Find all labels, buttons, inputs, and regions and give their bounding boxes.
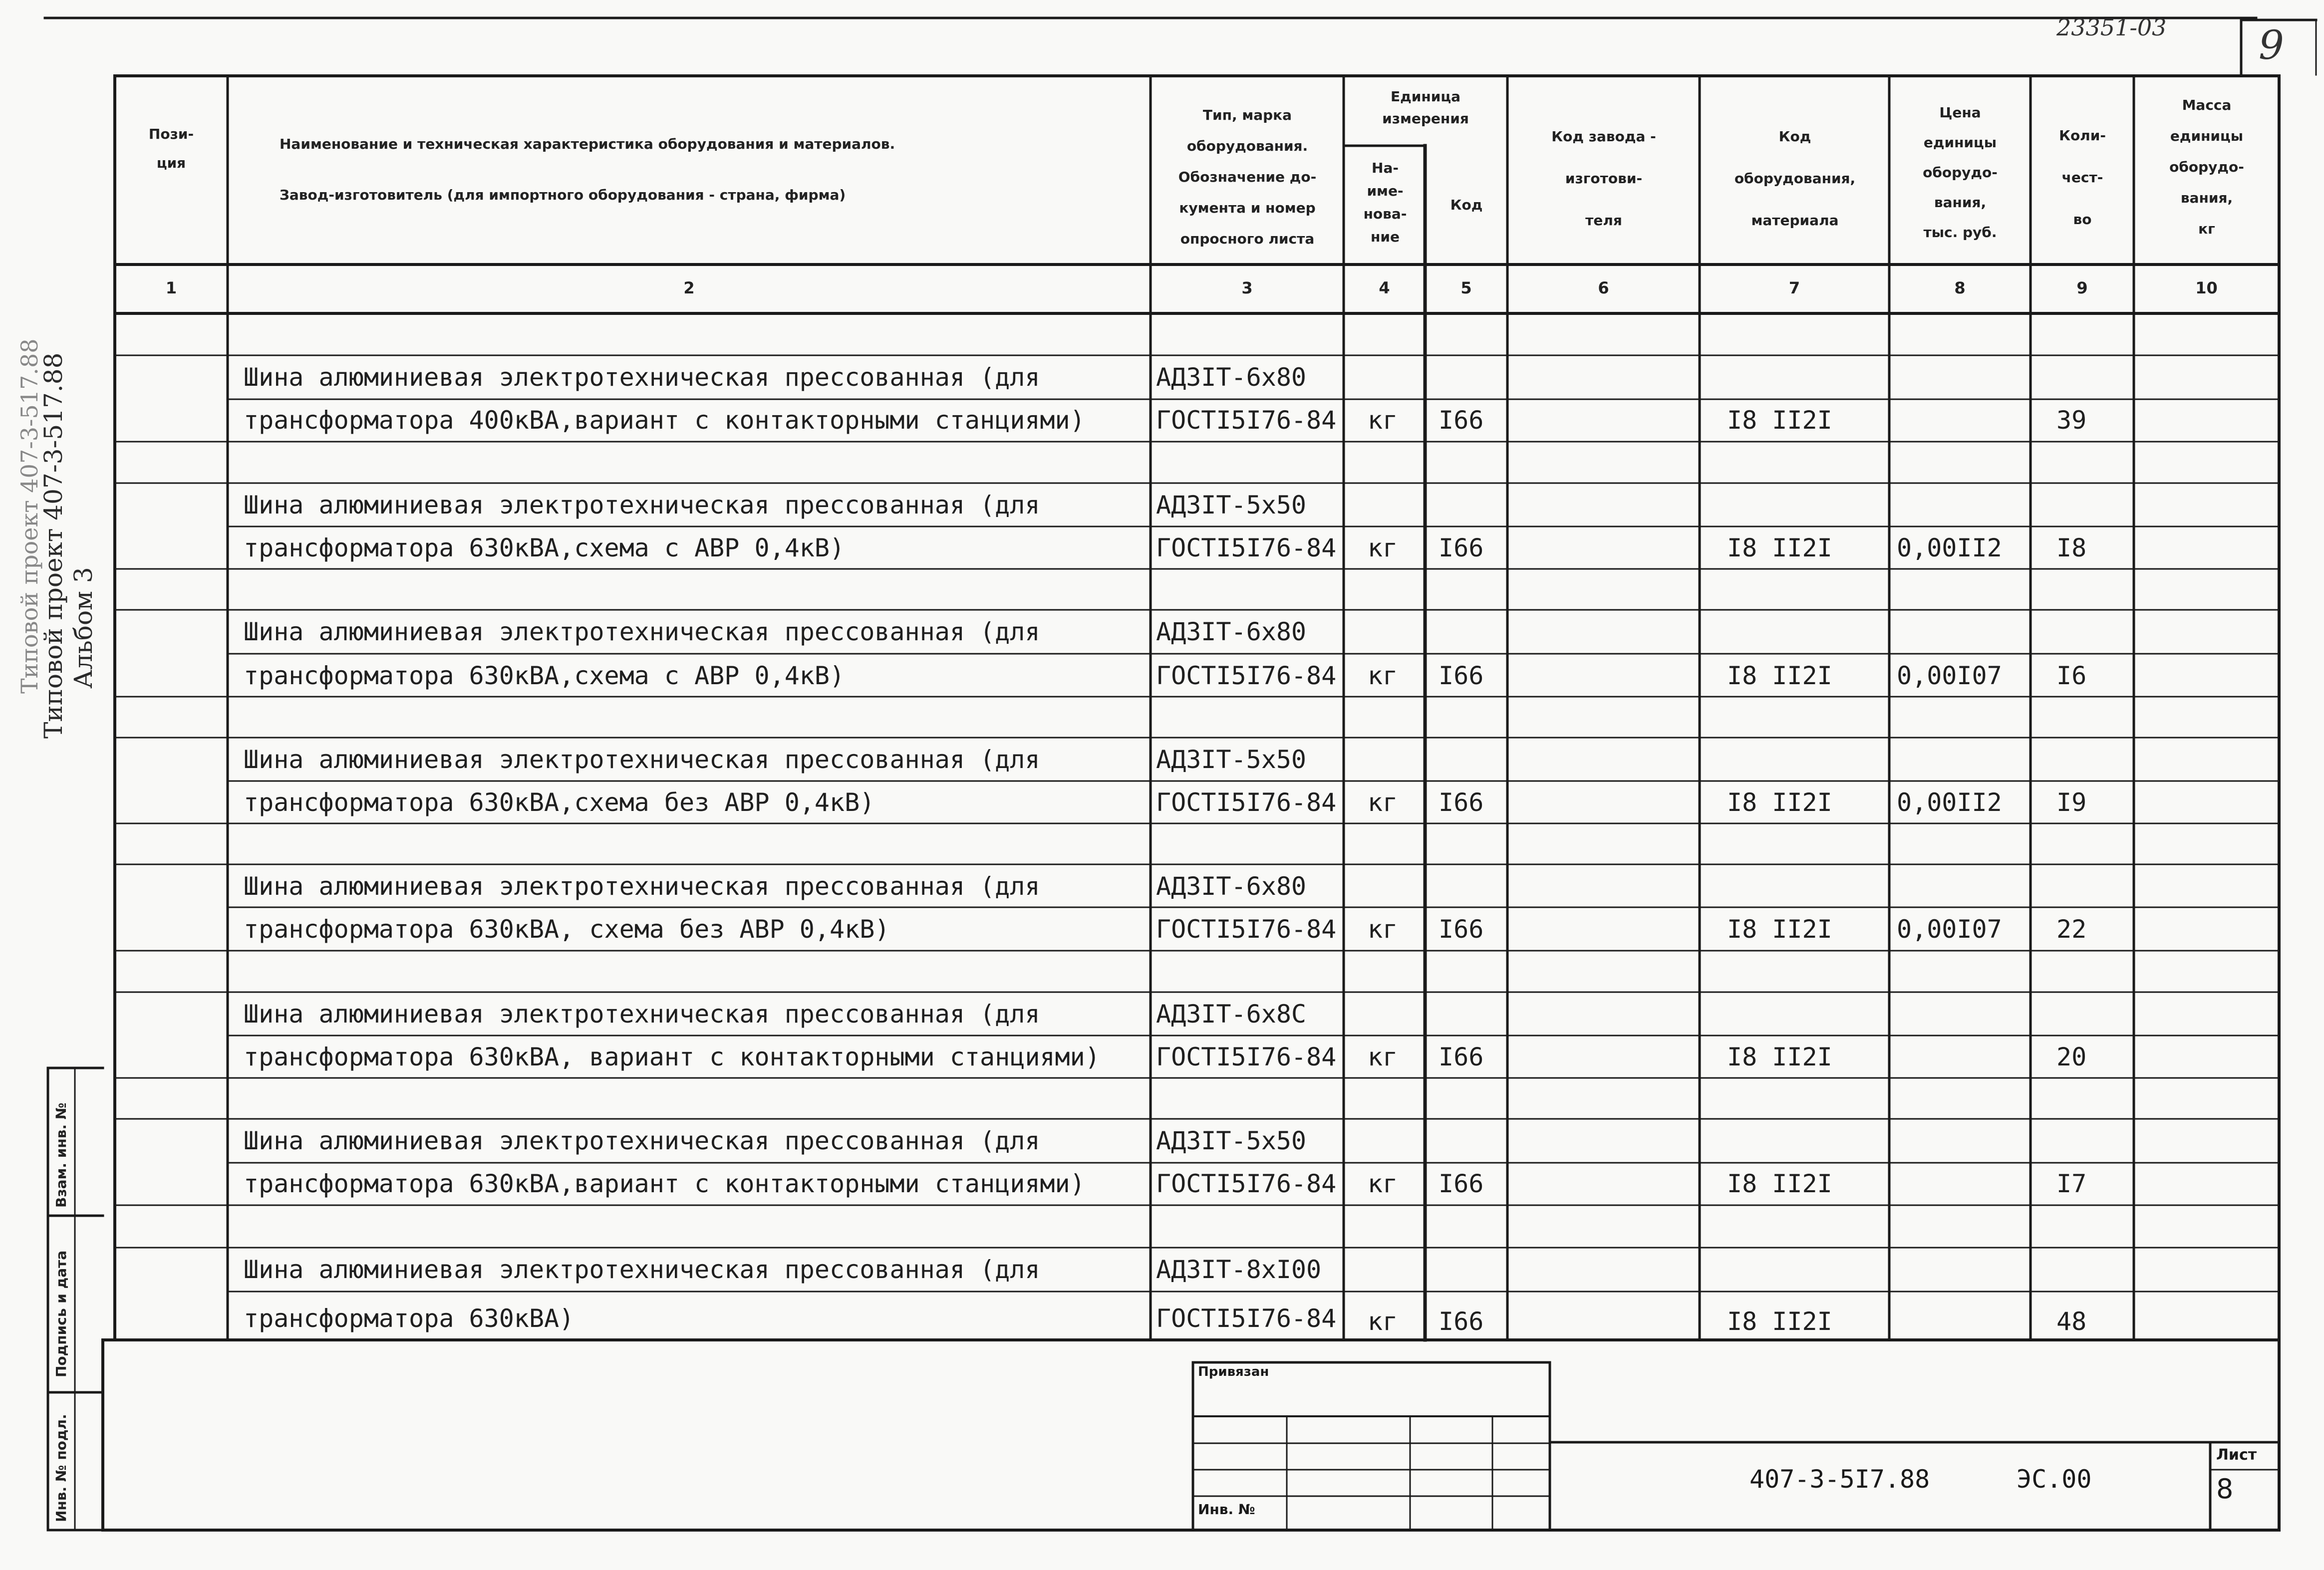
header-unit-group: Единица измерения	[1382, 88, 1469, 127]
stamp-inv-label: Инв. №	[1198, 1501, 1255, 1518]
header-unit-name: На- име- нова- ние	[1363, 160, 1407, 245]
item-unit: кг	[1368, 661, 1398, 690]
item-equipment-code: I8 II2I	[1727, 661, 1832, 690]
item-name-line1: Шина алюминиевая электротехническая прессованная (для	[244, 1126, 1040, 1155]
item-name-line2: трансформатора 630кВА,схема без АВР 0,4кВ)	[244, 788, 875, 817]
item-name-line1: Шина алюминиевая электротехническая прессованная (для	[244, 1255, 1040, 1284]
item-document: ГОСТI5I76-84	[1156, 533, 1337, 562]
item-quantity: I8	[2056, 533, 2087, 562]
item-document: ГОСТI5I76-84	[1156, 1304, 1337, 1333]
item-unit-code: I66	[1439, 1169, 1484, 1198]
column-number: 9	[2076, 278, 2088, 297]
document-code: ЭС.00	[2017, 1465, 2092, 1494]
item-equipment-code: I8 II2I	[1727, 1169, 1832, 1198]
item-type: АДЗIТ-6х80	[1156, 363, 1307, 392]
item-type: АДЗIТ-8хI00	[1156, 1255, 1322, 1284]
item-quantity: 22	[2056, 915, 2087, 944]
item-equipment-code: I8 II2I	[1727, 533, 1832, 562]
stamp-tied-label: Привязан	[1198, 1364, 1269, 1379]
item-name-line2: трансформатора 630кВА,вариант с контакторными станциями)	[244, 1169, 1085, 1198]
item-type: АДЗIТ-6х80	[1156, 617, 1307, 646]
stamp-inv-orig: Инв. № подл.	[53, 1414, 69, 1522]
header-factory-code: Код завода - изготови- теля	[1551, 128, 1656, 229]
item-unit-code: I66	[1439, 533, 1484, 562]
item-price: 0,00I07	[1897, 915, 2002, 944]
header-unit-code: Код	[1450, 197, 1483, 213]
item-unit-code: I66	[1439, 788, 1484, 817]
column-number: 6	[1598, 278, 1609, 297]
item-equipment-code: I8 II2I	[1727, 915, 1832, 944]
item-unit-code: I66	[1439, 661, 1484, 690]
item-unit: кг	[1368, 1043, 1398, 1071]
item-name-line2: трансформатора 630кВА)	[244, 1304, 575, 1333]
item-price: 0,00II2	[1897, 788, 2002, 817]
item-name-line1: Шина алюминиевая электротехническая прессованная (для	[244, 617, 1040, 646]
side-label-project-faded: Типовой проект 407-3-517.88	[16, 338, 43, 694]
column-number: 7	[1788, 278, 1800, 297]
item-name-line1: Шина алюминиевая электротехническая прессованная (для	[244, 1000, 1040, 1029]
item-name-line1: Шина алюминиевая электротехническая прессованная (для	[244, 491, 1040, 520]
item-type: АДЗIТ-6х80	[1156, 872, 1307, 901]
header-unit-price: Цена единицы оборудо- вания, тыс. руб.	[1923, 104, 1998, 241]
item-quantity: 20	[2056, 1043, 2087, 1071]
item-unit: кг	[1368, 406, 1398, 435]
page-number: 9	[2259, 22, 2284, 68]
sheet-number: 8	[2216, 1473, 2234, 1505]
item-equipment-code: I8 II2I	[1727, 1043, 1832, 1071]
item-quantity: I6	[2056, 661, 2087, 690]
document-number: 407-3-5I7.88	[1749, 1465, 1930, 1494]
item-type: АДЗIТ-5х50	[1156, 745, 1307, 774]
item-equipment-code: I8 II2I	[1727, 1307, 1832, 1336]
item-type: АДЗIТ-5х50	[1156, 1126, 1307, 1155]
item-document: ГОСТI5I76-84	[1156, 661, 1337, 690]
archive-number: 23351-03	[2056, 14, 2167, 41]
item-name-line2: трансформатора 630кВА,схема с АВР 0,4кВ)	[244, 533, 845, 562]
side-label-project: Типовой проект 407-3-517.88	[39, 352, 68, 739]
item-price: 0,00I07	[1897, 661, 2002, 690]
item-name-line2: трансформатора 400кВА,вариант с контакторными станциями)	[244, 406, 1085, 435]
item-unit: кг	[1368, 788, 1398, 817]
item-equipment-code: I8 II2I	[1727, 406, 1832, 435]
item-price: 0,00II2	[1897, 533, 2002, 562]
header-position: Пози- ция	[148, 126, 194, 171]
item-name-line1: Шина алюминиевая электротехническая прессованная (для	[244, 363, 1040, 392]
column-number: 5	[1460, 278, 1472, 297]
item-name-line2: трансформатора 630кВА,схема с АВР 0,4кВ)	[244, 661, 845, 690]
item-unit-code: I66	[1439, 1307, 1484, 1336]
column-number: 2	[683, 278, 695, 297]
item-unit-code: I66	[1439, 1043, 1484, 1071]
item-document: ГОСТI5I76-84	[1156, 915, 1337, 944]
column-number: 8	[1954, 278, 1966, 297]
item-document: ГОСТI5I76-84	[1156, 1169, 1337, 1198]
item-document: ГОСТI5I76-84	[1156, 406, 1337, 435]
item-name-line1: Шина алюминиевая электротехническая прессованная (для	[244, 872, 1040, 901]
item-unit: кг	[1368, 533, 1398, 562]
column-number: 4	[1379, 278, 1390, 297]
item-name-line2: трансформатора 630кВА, схема без АВР 0,4кВ)	[244, 915, 890, 944]
item-unit: кг	[1368, 1307, 1398, 1336]
column-number: 10	[2195, 278, 2218, 297]
item-quantity: I9	[2056, 788, 2087, 817]
item-quantity: 39	[2056, 406, 2087, 435]
item-equipment-code: I8 II2I	[1727, 788, 1832, 817]
item-document: ГОСТI5I76-84	[1156, 1043, 1337, 1071]
header-equipment-code: Код оборудования, материала	[1734, 128, 1856, 229]
header-name: Наименование и техническая характеристика оборудования и материалов. Завод-изготовитель (для импортного оборудования - страна, фирма)	[280, 136, 895, 203]
item-type: АДЗIТ-5х50	[1156, 491, 1307, 520]
sheet-label: Лист	[2216, 1446, 2257, 1464]
item-name-line1: Шина алюминиевая электротехническая прессованная (для	[244, 745, 1040, 774]
item-unit-code: I66	[1439, 406, 1484, 435]
stamp-replace-inv: Взам. инв. №	[53, 1102, 69, 1208]
item-name-line2: трансформатора 630кВА, вариант с контакторными станциями)	[244, 1043, 1100, 1071]
item-quantity: I7	[2056, 1169, 2087, 1198]
header-mass: Масса единицы оборудо- вания, кг	[2169, 97, 2244, 237]
header-quantity: Коли- чест- во	[2059, 127, 2106, 228]
item-document: ГОСТI5I76-84	[1156, 788, 1337, 817]
item-quantity: 48	[2056, 1307, 2087, 1336]
column-number: 3	[1241, 278, 1253, 297]
item-type: АДЗIТ-6х8С	[1156, 1000, 1307, 1029]
stamp-sign-date: Подпись и дата	[53, 1250, 69, 1377]
header-type: Тип, марка оборудования. Обозначение до- кумента и номер опросного листа	[1178, 107, 1317, 247]
column-number: 1	[165, 278, 177, 297]
item-unit: кг	[1368, 1169, 1398, 1198]
item-unit-code: I66	[1439, 915, 1484, 944]
side-label-album: Альбом 3	[69, 567, 98, 689]
item-unit: кг	[1368, 915, 1398, 944]
